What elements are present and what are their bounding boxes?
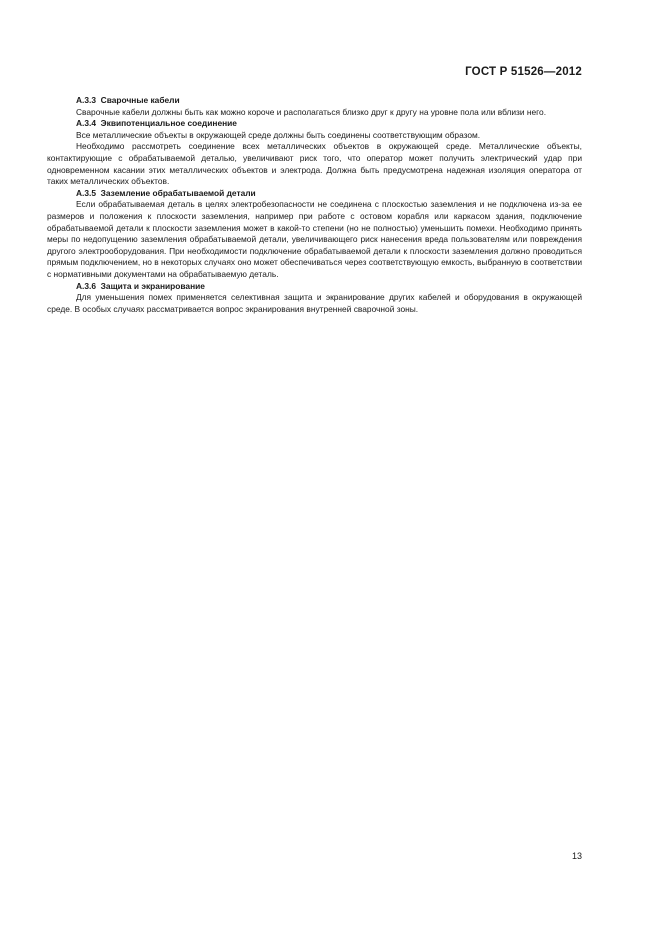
page-number: 13 [571,851,582,861]
paragraph: Все металлические объекты в окружающей среде должны быть соединены соответствующим образом. [76,129,481,140]
document-body [47,95,582,315]
section-a-3-6 [47,281,582,316]
section-a-3-3 [47,95,582,118]
section-a-3-5 [47,188,582,281]
paragraph: Необходимо рассмотреть соединение всех металлических объектов в окружающей среде. Металлические объекты, контактирующие с обрабатываемой деталью, увеличивают риск того, что оператор может получить электрический удар при одновременном касании этих металлических объектов и электрода. Должна быть предусмотрена надежная изоляция оператора от таких металлических объектов. [47,141,582,187]
section-a-3-4 [47,118,582,188]
section-heading: А.3.4 Эквипотенциальное соединение [76,118,237,129]
section-heading: А.3.5 Заземление обрабатываемой детали [76,187,256,198]
paragraph: Если обрабатываемая деталь в целях электробезопасности не соединена с плоскостью заземления и не подключена из-за ее размеров и положения к плоскости заземления, например при работе с остовом корабля или каркасом здания, подключение обрабатываемой детали к плоскости заземления может в какой-то степени (но не полностью) уменьшить помехи. Необходимо принять меры по недопущению заземления обрабатываемой детали, увеличивающего риск нанесения вреда пользователям или повреждения другого электрооборудования. При необходимости подключение обрабатываемой детали к плоскости заземления должно проводиться прямым подключением, но в некоторых случаях оно может обеспечиваться через соответствующую емкость, выбранную в соответствии с нормативными документами на обрабатываемую деталь. [47,199,582,279]
section-heading: А.3.6 Защита и экранирование [76,280,205,291]
paragraph: Сварочные кабели должны быть как можно короче и располагаться близко друг к другу на уровне пола или вблизи него. [76,106,547,117]
document-code: ГОСТ Р 51526—2012 [465,66,582,78]
paragraph: Для уменьшения помех применяется селективная защита и экранирование других кабелей и оборудования в окружающей среде. В особых случаях рассматривается вопрос экранирования внутренней сварочной зоны. [47,292,582,314]
section-heading: А.3.3 Сварочные кабели [76,95,180,105]
